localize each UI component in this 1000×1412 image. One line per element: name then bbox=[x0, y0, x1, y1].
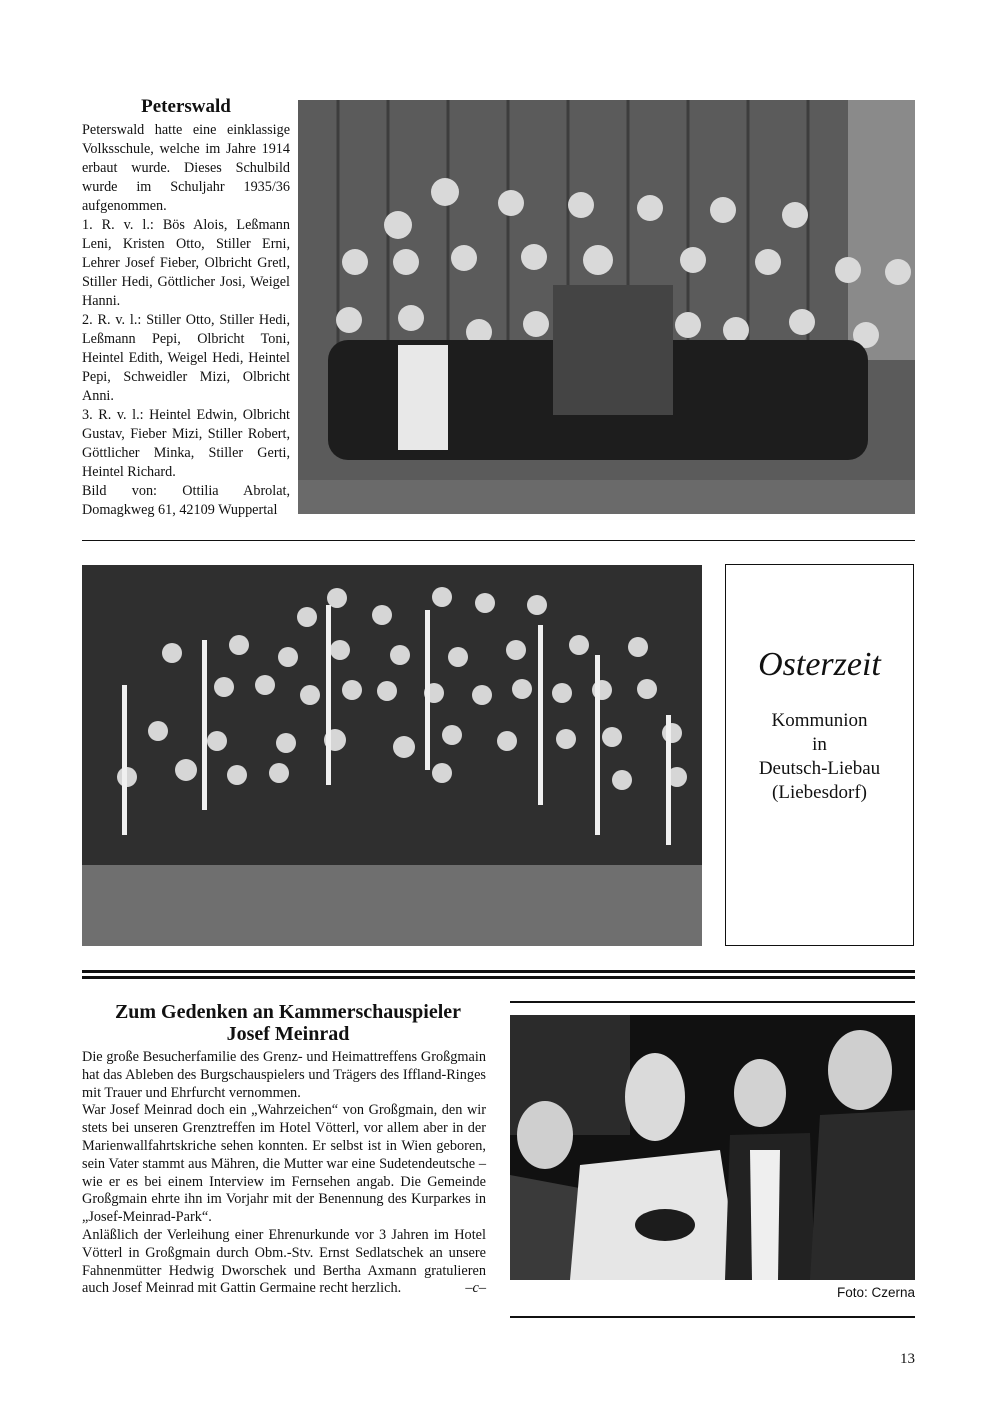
meinrad-heading-line: Josef Meinrad bbox=[226, 1023, 350, 1045]
double-rule-top bbox=[82, 970, 915, 973]
osterzeit-line: (Liebesdorf) bbox=[772, 782, 867, 803]
photo-rule-bottom bbox=[510, 1316, 915, 1318]
peterswald-paragraph: 3. R. v. l.: Heintel Edwin, Olbricht Gustav, Fieber Mizi, Stiller Robert, Göttlicher Minka, Stiller Gerti, Heintel Richard. bbox=[82, 407, 290, 480]
meinrad-group-photo bbox=[510, 1015, 915, 1280]
peterswald-heading: Peterswald bbox=[141, 96, 231, 117]
peterswald-paragraph: 1. R. v. l.: Bös Alois, Leßmann Leni, Kristen Otto, Stiller Erni, Lehrer Josef Fieber, Olbricht Gretl, Stiller Hedi, Göttlicher Josi, Weigel Hanni. bbox=[82, 217, 290, 309]
page-number: 13 bbox=[900, 1351, 915, 1367]
peterswald-paragraph: Bild von: Ottilia Abrolat, Domagkweg 61, 42109 Wuppertal bbox=[82, 483, 290, 518]
photo-caption: Foto: Czerna bbox=[836, 1285, 915, 1300]
communion-group-photo bbox=[82, 565, 702, 946]
osterzeit-subtitle bbox=[726, 709, 913, 805]
communion-group-photo-graphic bbox=[82, 565, 702, 946]
osterzeit-line: Deutsch-Liebau bbox=[758, 758, 881, 779]
meinrad-paragraph-text: Anläßlich der Verleihung einer Ehrenurkunde vor 3 Jahren im Hotel Vötterl in Großgmain durch Obm.-Stv. Ernst Sedlatschek an unsere Fahnenmütter Hedwig Dworschek und Bertha Axmann gratulieren auch Josef Meinrad mit Gattin Germaine recht herzlich. bbox=[82, 1226, 486, 1297]
meinrad-paragraph bbox=[82, 1227, 486, 1298]
school-class-photo-graphic bbox=[298, 100, 915, 514]
meinrad-paragraph: Die große Besucherfamilie des Grenz- und Heimattreffens Großgmain hat das Ableben des Burgschauspielers und Trägers des Iffland-Ringes mit Trauer und Ehrfurcht vernommen. bbox=[82, 1049, 486, 1101]
school-class-photo bbox=[298, 100, 915, 514]
meinrad-paragraph: War Josef Meinrad doch ein „Wahrzeichen“ von Großgmain, den wir stets bei unseren Grenztreffen im Hotel Vötterl, vor allem aber in der Marienwallfahrtskriche sehen konnten. Er selbst ist in Wien geboren, sein Vater stammt aus Mähren, die Mutter war eine Sudetendeutsche – wie er es bei einem Interview im Fernsehen angab. Die Gemeinde Großgmain ehrte ihn im Vorjahr mit der Benennung des Kurparkes in „Josef-Meinrad-Park“. bbox=[82, 1102, 486, 1226]
meinrad-group-photo-graphic bbox=[510, 1015, 915, 1280]
section-divider bbox=[82, 540, 915, 541]
double-rule-bottom bbox=[82, 976, 915, 979]
author-signature: –c– bbox=[465, 1280, 486, 1297]
meinrad-heading-line: Zum Gedenken an Kammerschauspieler bbox=[114, 1001, 462, 1023]
peterswald-paragraph: Peterswald hatte eine einklassige Volksschule, welche im Jahre 1914 erbaut wurde. Dieses Schulbild wurde im Schuljahr 1935/36 aufgenommen. bbox=[82, 122, 290, 214]
peterswald-text bbox=[82, 121, 290, 520]
osterzeit-title: Osterzeit bbox=[758, 646, 881, 683]
osterzeit-line: Kommunion bbox=[771, 710, 868, 731]
peterswald-paragraph: 2. R. v. l.: Stiller Otto, Stiller Hedi, Leßmann Pepi, Olbricht Toni, Heintel Edith, Weigel Hedi, Heintel Pepi, Schweidler Mizi, Olbricht Anni. bbox=[82, 312, 290, 404]
osterzeit-box bbox=[725, 564, 914, 946]
meinrad-text bbox=[82, 1049, 486, 1298]
osterzeit-line: in bbox=[812, 734, 827, 755]
meinrad-heading bbox=[82, 1001, 494, 1045]
photo-rule-top bbox=[510, 1001, 915, 1003]
